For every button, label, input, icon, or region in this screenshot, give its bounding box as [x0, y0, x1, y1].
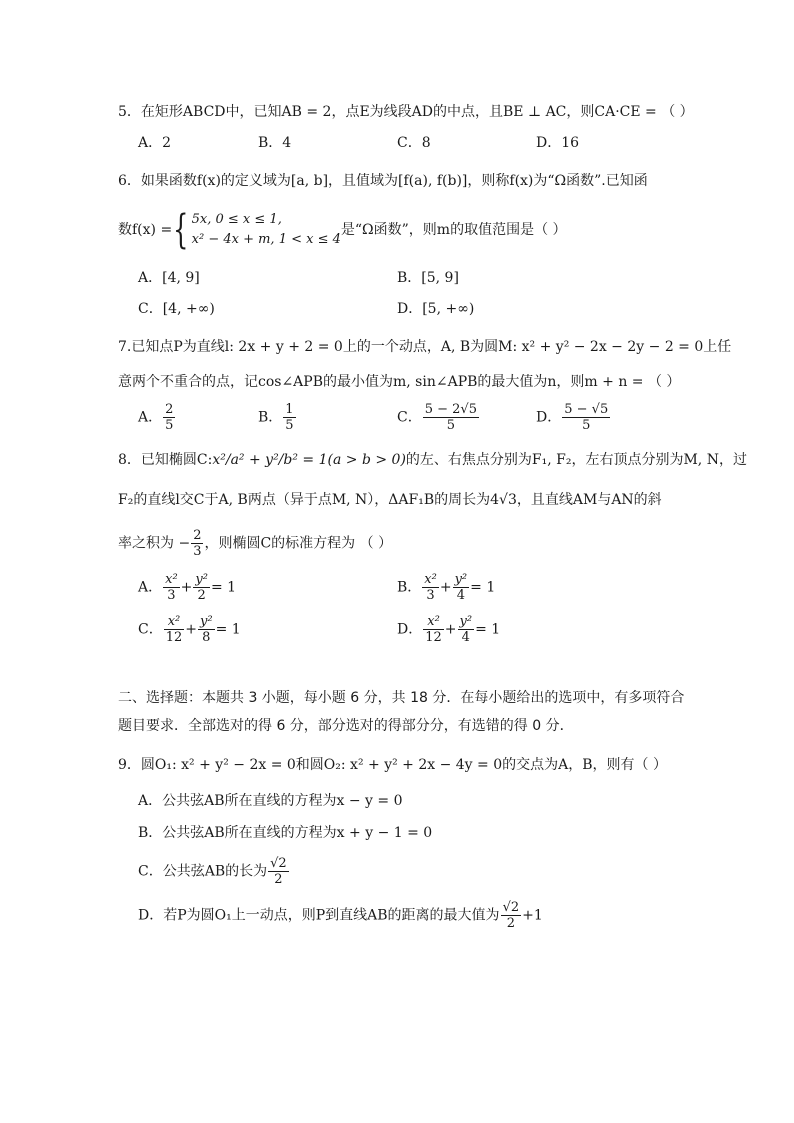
q5-option-a: A．2 [138, 135, 172, 151]
q5-option-b: B．4 [258, 135, 292, 151]
q7-option-d: D． $\frac{5 - √5}{5}$ [536, 402, 609, 433]
q6-option-b: B．[5, 9] [397, 270, 459, 286]
section2-header-line1: 二、选择题：本题共 3 小题，每小题 6 分，共 18 分．在每小题给出的选项中，有多项符合 [118, 690, 685, 706]
q8-option-d: D． $\frac{\text{x²}}{12}$ + $\frac{\text{y²}}{4}$ = 1 [397, 614, 501, 645]
fraction: $\frac{√2}{2}$ [502, 900, 520, 931]
q6-piece-bottom: x² − 4x + m, 1 < x ≤ 4 [191, 232, 341, 247]
q6-piece-top: 5x, 0 ≤ x ≤ 1, [191, 212, 282, 227]
q9-option-b: B．公共弦AB所在直线的方程为x + y − 1 = 0 [138, 825, 433, 841]
q6-option-a: A．[4, 9] [138, 270, 200, 286]
ellipse-equation: x²/a² + y²/b² = 1(a > b > 0) [212, 452, 406, 468]
q6-stem-line2 [118, 208, 567, 252]
q5-option-d: D．16 [536, 135, 580, 151]
q6-option-d: D．[5, +∞) [397, 301, 475, 317]
q7-stem-line2: 意两个不重合的点，记cos∠APB的最小值为m, sin∠APB的最大值为n，则m + n = （ ） [118, 374, 681, 390]
q9-option-d: D．若P为圆O₁上一动点，则P到直线AB的距离的最大值为 $\frac{√2}{2}$ +1 [138, 900, 543, 931]
fraction: $\frac{√2}{2}$ [270, 856, 287, 887]
fraction: $\frac{2}{3}$ [193, 528, 202, 559]
q9-option-c: C．公共弦AB的长为 $\frac{√2}{2}$ [138, 856, 287, 887]
q8-stem-line2: F₂的直线l交C于A, B两点（异于点M, N），ΔAF₁B的周长为4√3，且直线AM与AN的斜 [118, 492, 662, 508]
fraction: $\frac{5 - 2√5}{5}$ [424, 402, 477, 433]
q5-option-c: C．8 [397, 135, 431, 151]
q7-stem-line1: 7.已知点P为直线l: 2x + y + 2 = 0上的一个动点，A, B为圆M: x² + y² − 2x − 2y − 2 = 0上任 [118, 339, 732, 355]
q9-stem: 9．圆O₁: x² + y² − 2x = 0和圆O₂: x² + y² + 2x − 4y = 0的交点为A，B，则有（ ） [118, 757, 667, 773]
q7-option-a: A． $\frac{2}{5}$ [138, 402, 174, 433]
q6-stem-prefix: 数f(x) = [118, 222, 173, 238]
q6-stem-suffix: 是“Ω函数”，则m的取值范围是（ ） [340, 222, 567, 238]
q8-option-a: A． $\frac{\text{x²}}{3}$ + $\frac{\text{y²}}{2}$ = 1 [138, 572, 237, 603]
left-brace-icon: { [173, 207, 189, 253]
fraction: $\frac{2}{5}$ [165, 402, 174, 433]
q5-stem: 5．在矩形ABCD中，已知AB = 2，点E为线段AD的中点，且BE ⊥ AC，则CA·CE = （ ） [118, 104, 694, 120]
q6-piecewise [192, 210, 341, 250]
fraction: $\frac{5 - √5}{5}$ [564, 402, 609, 433]
q8-option-c: C． $\frac{\text{x²}}{12}$ + $\frac{\text{y²}}{8}$ = 1 [138, 614, 241, 645]
q9-option-a: A．公共弦AB所在直线的方程为x − y = 0 [138, 793, 403, 809]
q8-stem-line3: 率之积为 − $\frac{2}{3}$ ，则椭圆C的标准方程为 （ ） [118, 528, 393, 559]
q6-option-c: C．[4, +∞) [138, 301, 215, 317]
q8-option-b: B． $\frac{\text{x²}}{3}$ + $\frac{\text{y²}}{4}$ = 1 [397, 572, 496, 603]
q8-stem-line1: 8．已知椭圆C:x²/a² + y²/b² = 1(a > b > 0)的左、右焦点分别为F₁, F₂，左右顶点分别为M, N，过 [118, 452, 747, 468]
section2-header-line2: 题目要求．全部选对的得 6 分，部分选对的得部分分，有选错的得 0 分． [118, 718, 574, 734]
q7-option-c: C． $\frac{5 - 2√5}{5}$ [397, 402, 477, 433]
fraction: $\frac{1}{5}$ [285, 402, 294, 433]
q6-stem-line1: 6．如果函数f(x)的定义域为[a, b]，且值域为[f(a), f(b)]，则称f(x)为“Ω函数”.已知函 [118, 173, 648, 189]
q7-option-b: B． $\frac{1}{5}$ [258, 402, 294, 433]
